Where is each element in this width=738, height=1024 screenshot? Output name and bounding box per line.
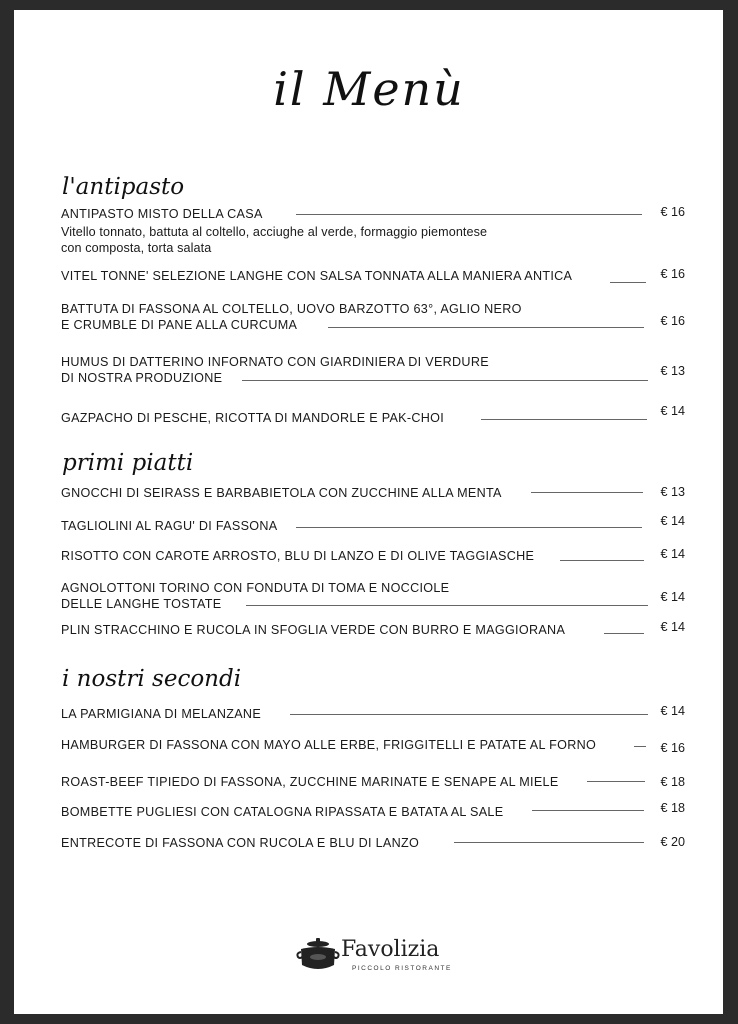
menu-item [61,622,689,638]
leader-line [481,419,647,420]
item-price: € 16 [660,267,685,281]
menu-item [61,518,689,534]
leader-line [560,560,644,561]
item-price: € 16 [660,205,685,219]
cooking-pot-icon [296,935,340,975]
item-name-continued: DELLE LANGHE TOSTATE [61,597,222,611]
menu-item [61,737,689,753]
leader-line [328,327,644,328]
menu-item [61,485,689,501]
menu-item [61,268,689,284]
leader-line [296,214,642,215]
item-name: AGNOLOTTONI TORINO CON FONDUTA DI TOMA E NOCCIOLE [61,581,450,595]
item-price: € 14 [660,620,685,634]
item-price: € 20 [660,835,685,849]
item-price: € 14 [660,704,685,718]
menu-item [61,835,689,851]
item-name: TAGLIOLINI AL RAGU' DI FASSONA [61,519,278,533]
menu-title: il Menù [273,62,465,116]
item-name: GNOCCHI DI SEIRASS E BARBABIETOLA CON ZUCCHINE ALLA MENTA [61,486,502,500]
leader-line [296,527,642,528]
item-name: ENTRECOTE DI FASSONA CON RUCOLA E BLU DI LANZO [61,836,420,850]
menu-page [14,10,723,1014]
leader-line [454,842,644,843]
item-price: € 18 [660,801,685,815]
item-name: ANTIPASTO MISTO DELLA CASA [61,207,263,221]
leader-line [610,282,646,283]
item-name: VITEL TONNE' SELEZIONE LANGHE CON SALSA TONNATA ALLA MANIERA ANTICA [61,269,573,283]
leader-line [242,380,648,381]
item-name-continued: E CRUMBLE DI PANE ALLA CURCUMA [61,318,298,332]
item-price: € 16 [660,314,685,328]
item-name-continued: DI NOSTRA PRODUZIONE [61,371,223,385]
item-price: € 14 [660,547,685,561]
item-name: GAZPACHO DI PESCHE, RICOTTA DI MANDORLE E PAK-CHOI [61,411,445,425]
item-price: € 13 [660,485,685,499]
item-price: € 14 [660,514,685,528]
item-name: BATTUTA DI FASSONA AL COLTELLO, UOVO BARZOTTO 63°, AGLIO NERO [61,302,522,316]
item-name: BOMBETTE PUGLIESI CON CATALOGNA RIPASSATA E BATATA AL SALE [61,805,504,819]
menu-item [61,774,689,790]
item-name: HUMUS DI DATTERINO INFORNATO CON GIARDINIERA DI VERDURE [61,355,489,369]
item-price: € 16 [660,741,685,755]
menu-item [61,410,689,426]
item-description: Vitello tonnato, battuta al coltello, acciughe al verde, formaggio piemontese [61,225,488,239]
item-name: RISOTTO CON CAROTE ARROSTO, BLU DI LANZO E DI OLIVE TAGGIASCHE [61,549,535,563]
menu-item [61,804,689,820]
leader-line [532,810,644,811]
logo-subtitle: PICCOLO RISTORANTE [352,965,452,972]
menu-item [61,548,689,564]
item-name: HAMBURGER DI FASSONA CON MAYO ALLE ERBE, FRIGGITELLI E PATATE AL FORNO [61,738,597,752]
item-description: con composta, torta salata [61,241,212,255]
item-name: PLIN STRACCHINO E RUCOLA IN SFOGLIA VERDE CON BURRO E MAGGIORANA [61,623,566,637]
item-name: ROAST-BEEF TIPIEDO DI FASSONA, ZUCCHINE MARINATE E SENAPE AL MIELE [61,775,559,789]
item-price: € 13 [660,364,685,378]
logo-name: Favolizia [341,937,440,962]
leader-line [246,605,648,606]
item-price: € 14 [660,404,685,418]
leader-line [531,492,643,493]
menu-item [61,580,689,612]
menu-item [61,354,689,386]
restaurant-logo [296,935,456,985]
section-antipasto: l'antipasto [62,174,185,200]
item-price: € 14 [660,590,685,604]
section-secondi: i nostri secondi [62,666,242,692]
leader-line [290,714,648,715]
item-price: € 18 [660,775,685,789]
item-name: LA PARMIGIANA DI MELANZANE [61,707,262,721]
menu-item [61,301,689,333]
section-primi: primi piatti [62,450,194,476]
